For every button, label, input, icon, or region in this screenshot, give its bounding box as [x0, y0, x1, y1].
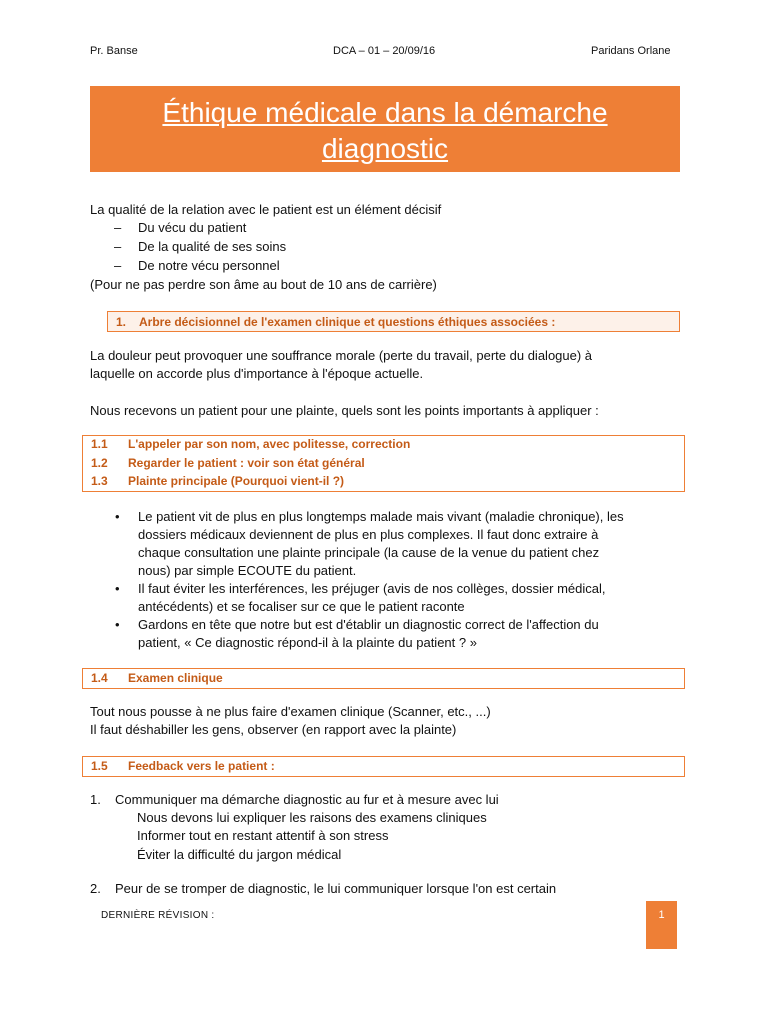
paragraph-line: Nous recevons un patient pour une plainte, quels sont les points importants à appliquer :: [90, 403, 599, 418]
section-number: 1.: [116, 315, 127, 329]
page-title-banner: [90, 86, 680, 172]
numbered-sub-item: Informer tout en restant attentif à son stress: [137, 828, 389, 843]
dash-marker: –: [114, 239, 122, 254]
section-heading: Feedback vers le patient :: [128, 759, 275, 773]
section-number: 1.4: [91, 671, 108, 685]
bullet-line: patient, « Ce diagnostic répond-il à la plainte du patient ? »: [138, 635, 477, 650]
dash-marker: –: [114, 258, 122, 273]
bullet-line: Gardons en tête que notre but est d'établir un diagnostic correct de l'affection du: [138, 617, 599, 632]
paragraph-line: Tout nous pousse à ne plus faire d'examen clinique (Scanner, etc., ...): [90, 704, 491, 719]
intro-lead: La qualité de la relation avec le patient est un élément décisif: [90, 202, 442, 217]
page-title-line-2: diagnostic: [321, 133, 449, 164]
subsection-label: L'appeler par son nom, avec politesse, correction: [128, 437, 411, 451]
page-number: 1: [646, 901, 677, 949]
numbered-item: [90, 792, 499, 807]
header-author: Pr. Banse: [90, 45, 138, 57]
numbered-item: [90, 881, 557, 896]
bullet-marker: •: [115, 617, 120, 632]
footer-revision-label: DERNIÈRE RÉVISION :: [101, 910, 215, 921]
bullet-line: antécédents) et se focaliser sur ce que le patient raconte: [138, 599, 465, 614]
intro-item-text: Du vécu du patient: [138, 220, 247, 235]
page-title-line-1: Éthique médicale dans la démarche: [162, 97, 608, 128]
subsections-box: [82, 435, 685, 492]
bullet-line: dossiers médicaux deviennent de plus en plus complexes. Il faut donc extraire à: [138, 527, 599, 542]
list-item: [115, 508, 678, 580]
item-number: 1.: [90, 792, 101, 807]
bullet-marker: •: [115, 509, 120, 524]
bullet-line: Le patient vit de plus en plus longtemps malade mais vivant (maladie chronique), les: [138, 509, 624, 524]
section-1-5-heading-box: [82, 756, 685, 777]
intro-item-text: De la qualité de ses soins: [138, 239, 287, 254]
subsection-label: Regarder le patient : voir son état général: [128, 456, 365, 470]
intro-item-text: De notre vécu personnel: [138, 258, 280, 273]
numbered-sub-item: Éviter la difficulté du jargon médical: [137, 847, 342, 862]
intro-note: (Pour ne pas perdre son âme au bout de 10 ans de carrière): [90, 277, 437, 292]
section-1-heading-box: [107, 311, 680, 332]
subsection-number: 1.3: [91, 474, 108, 488]
section-1-4-heading-box: [82, 668, 685, 689]
paragraph-line: laquelle on accorde plus d'importance à l'époque actuelle.: [90, 366, 424, 381]
section-number: 1.5: [91, 759, 108, 773]
item-number: 2.: [90, 881, 101, 896]
bullet-line: Il faut éviter les interférences, les préjuger (avis de nos collèges, dossier médical,: [138, 581, 606, 596]
numbered-sub-item: Nous devons lui expliquer les raisons des examens cliniques: [137, 810, 487, 825]
subsection-label: Plainte principale (Pourquoi vient-il ?): [128, 474, 345, 488]
paragraph-line: La douleur peut provoquer une souffrance morale (perte du travail, perte du dialogue) à: [90, 348, 593, 363]
subsection-number: 1.1: [91, 437, 108, 451]
bullet-line: chaque consultation une plainte principale (la cause de la venue du patient chez: [138, 545, 600, 560]
bullet-list: [115, 508, 678, 652]
header-student: Paridans Orlane: [591, 45, 671, 57]
item-text: Communiquer ma démarche diagnostic au fur et à mesure avec lui: [115, 792, 499, 807]
bullet-line: nous) par simple ECOUTE du patient.: [138, 563, 357, 578]
header-course-date: DCA – 01 – 20/09/16: [333, 45, 436, 57]
bullet-marker: •: [115, 581, 120, 596]
subsection-number: 1.2: [91, 456, 108, 470]
item-text: Peur de se tromper de diagnostic, le lui communiquer lorsque l'on est certain: [115, 881, 557, 896]
dash-marker: –: [114, 220, 122, 235]
list-item: [115, 580, 678, 616]
section-heading: Arbre décisionnel de l'examen clinique et questions éthiques associées :: [139, 315, 556, 329]
paragraph-line: Il faut déshabiller les gens, observer (en rapport avec la plainte): [90, 722, 457, 737]
list-item: [115, 616, 678, 652]
section-heading: Examen clinique: [128, 671, 223, 685]
